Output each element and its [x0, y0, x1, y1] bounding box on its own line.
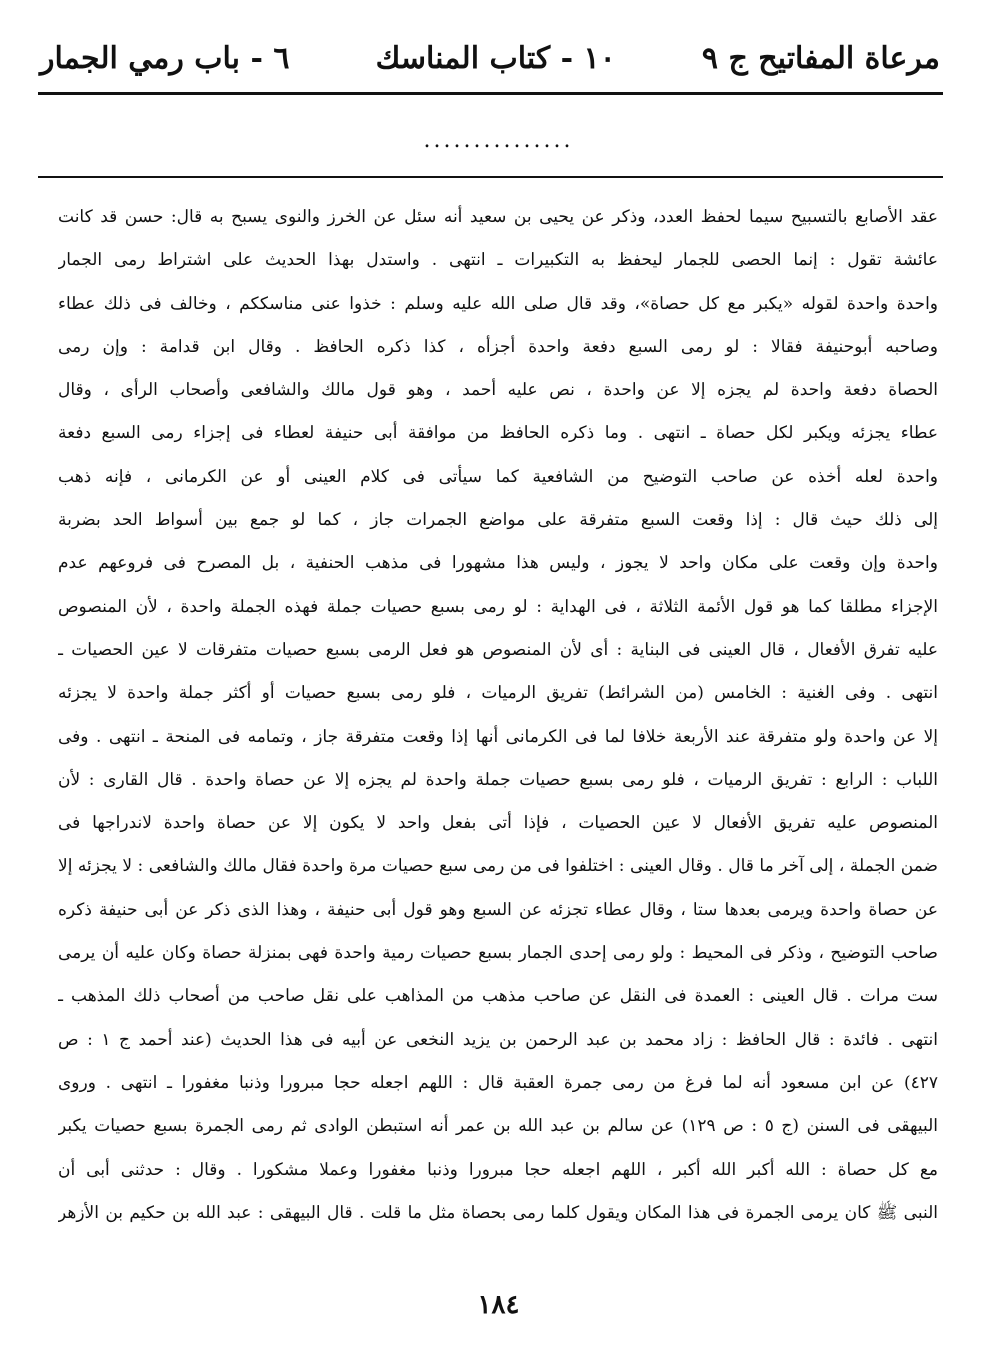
text-line: انتهى . فائدة : قال الحافظ : زاد محمد بن عبد الرحمن بن يزيد النخعى عن أبيه فى هذا الحديث (عند أحمد ج ١ : ص	[58, 1029, 938, 1050]
text-line: ضمن الجملة ، إلى آخر ما قال . وقال العينى : اختلفوا فى من رمى سبع حصيات مرة واحدة فقال مالك والشافعى : لا يجزئه إلا	[58, 856, 938, 877]
text-line: وصاحبه أبوحنيفة فقالا : لو رمى السبع دفعة واحدة أجزأه ، كذا ذكره الحافظ . وقال ابن قدامة : وإن رمى	[58, 336, 938, 357]
text-line: انتهى . وفى الغنية : الخامس (من الشرائط) تفريق الرميات ، فلو رمى بسبع حصيات أو أكثر جملة واحدة لا يجزئه	[58, 683, 938, 704]
separator-line	[38, 176, 943, 178]
text-line: ست مرات . قال العينى : العمدة فى النقل عن صاحب مذهب من المذاهب على نقل صاحب من أصحاب ذلك المذهب ـ	[58, 986, 938, 1007]
header-rule	[38, 92, 943, 95]
chapter-title: ١٠ - كتاب المناسك	[375, 40, 616, 76]
text-line: الحصاة دفعة واحدة لم يجزه إلا عن واحدة ، نص عليه أحمد ، وهو قول مالك والشافعى وأصحاب الرأى ، وقال	[58, 380, 938, 401]
text-line: النبى ﷺ كان يرمى الجمرة فى هذا المكان ويقول كلما رمى بحصاة مثل ما قلت . قال البيهقى : عبد الله بن حكيم بن الأزهر	[58, 1202, 938, 1223]
text-line: صاحب التوضيح ، وذكر فى المحيط : ولو رمى إحدى الجمار بسبع حصيات رمية واحدة فهى بمنزلة حصاة وكان عليه أن يرمى	[58, 943, 938, 964]
book-title: مرعاة المفاتيح ج ٩	[701, 40, 940, 76]
text-line: عن حصاة واحدة ويرمى بعدها ستا ، وقال عطاء تجزئه عن السبع وهو قول أبى حنيفة ، وهذا الذى ذكر عن أبى حنيفة ذكره	[58, 899, 938, 920]
text-line: واحدة وإن وقعت على مكان واحد لا يجوز ، وليس هذا مشهورا فى مذهب الحنفية ، بل المصرح فى فروعهم عدم	[58, 553, 938, 574]
text-line: عقد الأصابع بالتسبيح سيما لحفظ العدد، وذكر عن يحيى بن سعيد أنه سئل عن الخرز والنوى يسبح به قال: حسن قد كانت	[58, 207, 938, 227]
text-line: البيهقى فى السنن (ج ٥ : ص ١٢٩) عن سالم بن عبد الله بن عمر أنه استبطن الوادى ثم رمى الجمرة بسبع حصيات يكبر	[58, 1116, 938, 1137]
text-line: المنصوص عليه تفريق الأفعال لا عين الحصيات ، فإذا أتى بفعل واحد لا يكون إلا عن حصاة واحدة لاندراجها فى	[58, 813, 938, 834]
text-line: واحدة واحدة لقوله «يكبر مع كل حصاة»، وقد قال صلى الله عليه وسلم : خذوا عنى مناسككم ، وخالف فى ذلك عطاء	[58, 293, 938, 314]
text-line: اللباب : الرابع : تفريق الرميات ، فلو رمى بسبع حصيات جملة واحدة لم يجزه إلا عن حصاة واحدة . قال القارى : لأن	[58, 769, 938, 790]
text-line: ٤٢٧) عن ابن مسعود أنه لما فرغ من رمى جمرة العقبة قال : اللهم اجعله حجا مبرورا وذنبا مغفورا ـ انتهى . وروى	[58, 1072, 938, 1093]
section-title: ٦ - باب رمي الجمار	[40, 40, 290, 76]
text-line: عائشة تقول : إنما الحصى للجمار ليحفظ به التكبيرات ـ انتهى . واستدل بهذا الحديث على اشتراط رمى الجمار	[58, 250, 938, 271]
running-header	[40, 30, 940, 86]
text-line: عليه تفرق الأفعال ، قال العينى فى البناية : أى لأن المنصوص هو فعل الرمى بسبع حصيات متفرقات لا عين الحصيات ـ	[58, 639, 938, 660]
text-line: الإجزاء مطلقا كما هو قول الأئمة الثلاثة ، فى الهداية : لو رمى بسبع حصيات جملة فهذه الجملة واحدة ، لأن المنصوص	[58, 596, 938, 617]
separator-dots: ...............	[423, 128, 574, 153]
text-line: إلا عن واحدة ولو متفرقة عند الأربعة خلافا لما فى الكرمانى أنها إذا وقعت متفرقة جاز ، وتمامه فى المنحة ـ انتهى . وفى	[58, 726, 938, 747]
text-line: عطاء يجزئه ويكبر لكل حصاة ـ انتهى . وما ذكره الحافظ من موافقة أبى حنيفة لعطاء فى إجزاء رمى السبع دفعة	[58, 423, 938, 444]
text-line: مع كل حصاة : الله أكبر الله أكبر ، اللهم اجعله حجا مبرورا وذنبا مغفورا وعملا مشكورا . وقال : حدثنى أبى أن	[58, 1159, 938, 1180]
body-text	[58, 196, 938, 1235]
text-line: واحدة لعله أخذه عن صاحب التوضيح من الشافعية كما سيأتى فى كلام العينى أو عن الكرمانى ، فإنه ذهب	[58, 466, 938, 487]
page-number: ١٨٤	[477, 1290, 520, 1320]
text-line: إلى ذلك حيث قال : إذا وقعت السبع متفرقة على مواضع الجمرات جاز ، كما لو جمع بين أسواط الحد بضربة	[58, 510, 938, 531]
